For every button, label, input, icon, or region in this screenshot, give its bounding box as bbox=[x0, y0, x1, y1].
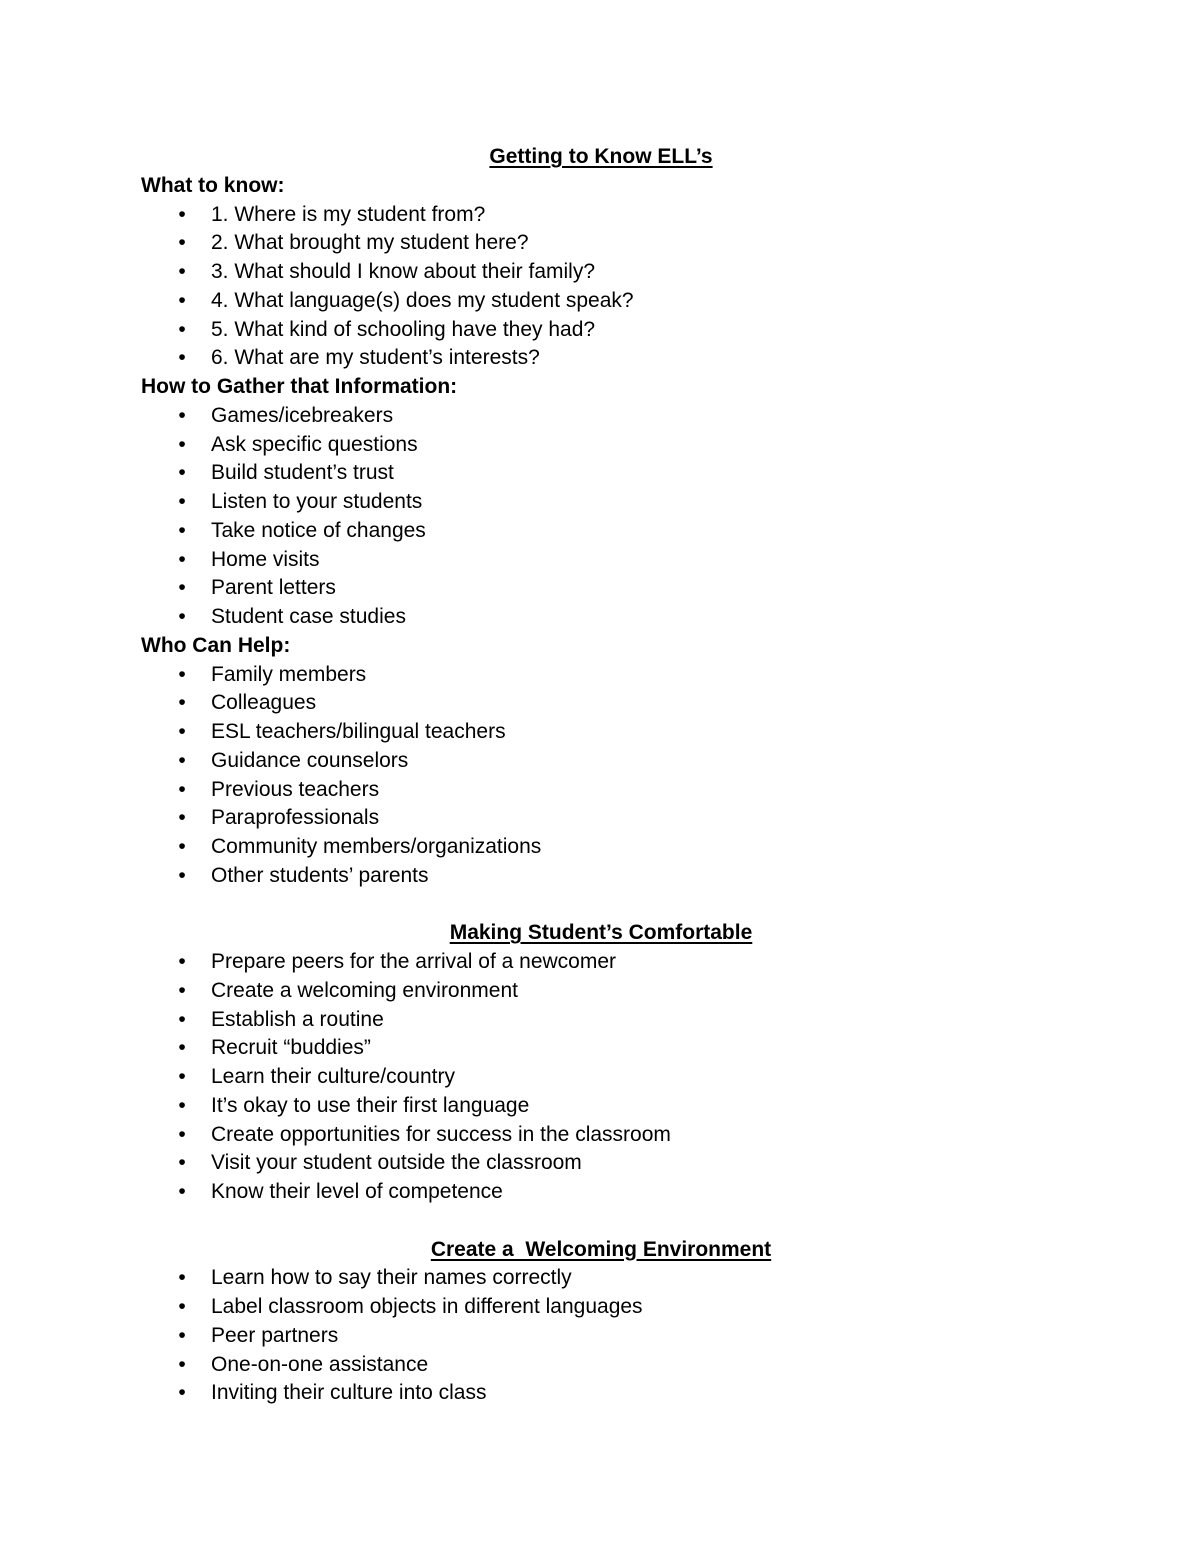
list-item: • Recruit “buddies” bbox=[141, 1034, 1061, 1063]
section-heading-who-can-help: Who Can Help: bbox=[141, 633, 291, 657]
bullet-icon: • bbox=[178, 1093, 186, 1117]
bullet-icon: • bbox=[178, 748, 186, 772]
list-item: • Establish a routine bbox=[141, 1006, 1061, 1035]
list-item: • 1. Where is my student from? bbox=[141, 201, 1061, 230]
list-item: • Guidance counselors bbox=[141, 747, 1061, 776]
bullet-icon: • bbox=[178, 1381, 186, 1405]
bullet-icon: • bbox=[178, 490, 186, 513]
bullet-icon: • bbox=[178, 1352, 186, 1376]
list-item: • Learn how to say their names correctly bbox=[141, 1264, 1061, 1293]
list-item: • Previous teachers bbox=[141, 776, 1061, 805]
bullet-icon: • bbox=[178, 1122, 186, 1146]
list-item: • Student case studies bbox=[141, 603, 1061, 632]
list-what-to-know bbox=[141, 201, 1061, 374]
list-item: • 5. What kind of schooling have they had? bbox=[141, 316, 1061, 345]
bullet-icon: • bbox=[178, 288, 186, 312]
bullet-icon: • bbox=[178, 662, 186, 686]
list-item: • Family members bbox=[141, 661, 1061, 690]
bullet-icon: • bbox=[178, 720, 186, 743]
list-making-comfortable bbox=[141, 948, 1061, 1207]
list-who-can-help bbox=[141, 661, 1061, 891]
list-item: • Ask specific questions bbox=[141, 431, 1061, 460]
bullet-icon: • bbox=[178, 863, 186, 887]
section-title-welcoming-environment: Create a Welcoming Environment bbox=[430, 1237, 772, 1261]
list-welcoming-environment bbox=[141, 1264, 1061, 1408]
bullet-icon: • bbox=[178, 1151, 186, 1175]
list-item: • Label classroom objects in different languages bbox=[141, 1293, 1061, 1322]
list-item: • ESL teachers/bilingual teachers bbox=[141, 718, 1061, 747]
list-item: • 4. What language(s) does my student speak? bbox=[141, 287, 1061, 316]
list-item: • Build student’s trust bbox=[141, 459, 1061, 488]
bullet-icon: • bbox=[178, 1323, 186, 1347]
list-item: • Other students’ parents bbox=[141, 862, 1061, 891]
section-title-making-comfortable: Making Student’s Comfortable bbox=[449, 921, 753, 945]
bullet-icon: • bbox=[178, 978, 186, 1002]
bullet-icon: • bbox=[178, 605, 186, 628]
bullet-icon: • bbox=[178, 317, 186, 341]
list-item: • Parent letters bbox=[141, 574, 1061, 603]
document-title: Getting to Know ELL’s bbox=[489, 145, 713, 168]
list-item: • Colleagues bbox=[141, 689, 1061, 718]
bullet-icon: • bbox=[178, 547, 186, 571]
document-content bbox=[141, 143, 1061, 1408]
bullet-icon: • bbox=[178, 950, 186, 973]
bullet-icon: • bbox=[178, 346, 186, 370]
list-item: • Listen to your students bbox=[141, 488, 1061, 517]
list-item: • Inviting their culture into class bbox=[141, 1379, 1061, 1408]
bullet-icon: • bbox=[178, 1007, 186, 1031]
list-item: • 3. What should I know about their family? bbox=[141, 258, 1061, 287]
bullet-icon: • bbox=[178, 518, 186, 542]
bullet-icon: • bbox=[178, 403, 186, 427]
bullet-icon: • bbox=[178, 691, 186, 715]
list-item: • Peer partners bbox=[141, 1322, 1061, 1351]
blank-line bbox=[141, 891, 1061, 920]
bullet-icon: • bbox=[178, 1036, 186, 1060]
list-item: • Take notice of changes bbox=[141, 517, 1061, 546]
list-item: • Create opportunities for success in the classroom bbox=[141, 1121, 1061, 1150]
bullet-icon: • bbox=[178, 777, 186, 801]
section-heading-what-to-know: What to know: bbox=[141, 173, 285, 197]
list-item: • Prepare peers for the arrival of a newcomer bbox=[141, 948, 1061, 977]
bullet-icon: • bbox=[178, 1180, 186, 1203]
list-item: • Home visits bbox=[141, 546, 1061, 575]
bullet-icon: • bbox=[178, 202, 186, 226]
list-item: • Visit your student outside the classroom bbox=[141, 1149, 1061, 1178]
bullet-icon: • bbox=[178, 835, 186, 858]
bullet-icon: • bbox=[178, 576, 186, 600]
list-item: • It’s okay to use their first language bbox=[141, 1092, 1061, 1121]
list-item: • Paraprofessionals bbox=[141, 804, 1061, 833]
list-item: • Games/icebreakers bbox=[141, 402, 1061, 431]
list-item: • Community members/organizations bbox=[141, 833, 1061, 862]
bullet-icon: • bbox=[178, 231, 186, 255]
bullet-icon: • bbox=[178, 432, 186, 456]
list-item: • Know their level of competence bbox=[141, 1178, 1061, 1207]
list-item: • Create a welcoming environment bbox=[141, 977, 1061, 1006]
list-item: • One-on-one assistance bbox=[141, 1351, 1061, 1380]
list-item: • 6. What are my student’s interests? bbox=[141, 344, 1061, 373]
bullet-icon: • bbox=[178, 1266, 186, 1290]
bullet-icon: • bbox=[178, 260, 186, 283]
section-heading-how-to-gather: How to Gather that Information: bbox=[141, 375, 458, 398]
list-how-to-gather bbox=[141, 402, 1061, 632]
blank-line bbox=[141, 1207, 1061, 1236]
bullet-icon: • bbox=[178, 806, 186, 830]
list-item: • Learn their culture/country bbox=[141, 1063, 1061, 1092]
bullet-icon: • bbox=[178, 1295, 186, 1318]
list-item: • 2. What brought my student here? bbox=[141, 229, 1061, 258]
bullet-icon: • bbox=[178, 1065, 186, 1088]
bullet-icon: • bbox=[178, 461, 186, 485]
